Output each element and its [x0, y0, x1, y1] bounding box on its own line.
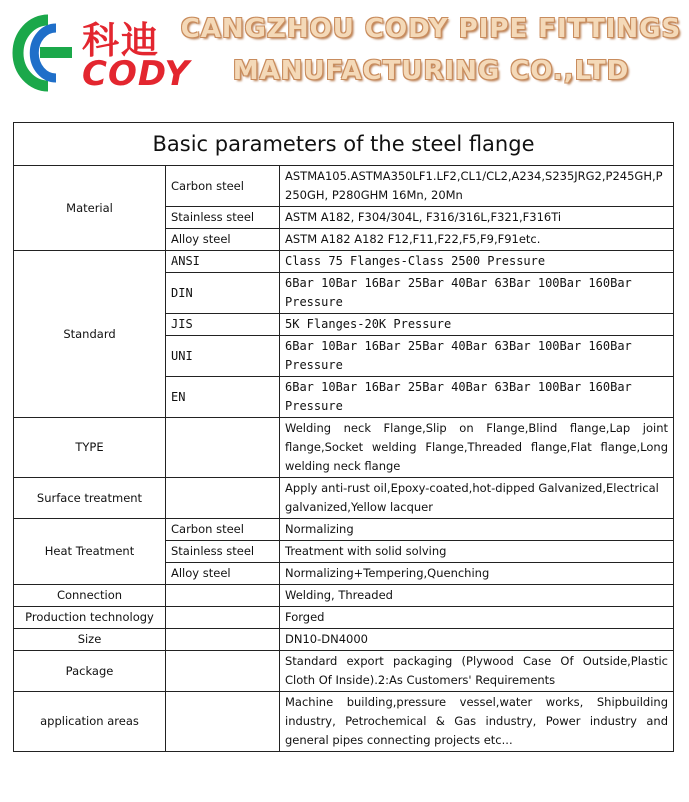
table-row: [14, 418, 674, 478]
table-row: [14, 519, 674, 541]
surface-label: Surface treatment: [14, 478, 166, 519]
standard-value-jis: 5K Flanges-20K Pressure: [280, 314, 674, 336]
table-row: [14, 478, 674, 519]
application-label: application areas: [14, 692, 166, 752]
table-row: [14, 651, 674, 692]
material-label: Material: [14, 166, 166, 251]
table-row: [14, 585, 674, 607]
table-row: [14, 166, 674, 207]
company-name-line1: CANGZHOU CODY PIPE FITTINGS: [180, 14, 682, 44]
type-sub-empty: [166, 418, 280, 478]
table-row: [14, 607, 674, 629]
material-value-stainless: ASTM A182, F304/304L, F316/316L,F321,F316Ti: [280, 207, 674, 229]
package-label: Package: [14, 651, 166, 692]
surface-value: Apply anti-rust oil,Epoxy-coated,hot-dipped Galvanized,Electrical galvanized,Yellow lacquer: [280, 478, 674, 519]
standard-sub-din: DIN: [166, 273, 280, 314]
connection-value: Welding, Threaded: [280, 585, 674, 607]
table-title-row: [14, 123, 674, 166]
size-value: DN10-DN4000: [280, 629, 674, 651]
company-name: [176, 8, 686, 92]
table-row: [14, 251, 674, 273]
connection-sub-empty: [166, 585, 280, 607]
material-sub-carbon: Carbon steel: [166, 166, 280, 207]
size-label: Size: [14, 629, 166, 651]
production-sub-empty: [166, 607, 280, 629]
material-value-carbon: ASTMA105.ASTMA350LF1.LF2,CL1/CL2,A234,S235JRG2,P245GH,P250GH, P280GHM 16Mn, 20Mn: [280, 166, 674, 207]
page-header: [0, 0, 689, 110]
logo-english-name: CODY: [82, 54, 191, 94]
application-value: Machine building,pressure vessel,water works, Shipbuilding industry, Petrochemical & Gas industry, Power industry and general pipes connecting projects etc...: [280, 692, 674, 752]
heat-sub-alloy: Alloy steel: [166, 563, 280, 585]
standard-value-din: 6Bar 10Bar 16Bar 25Bar 40Bar 63Bar 100Bar 160Bar Pressure: [280, 273, 674, 314]
heat-sub-stainless: Stainless steel: [166, 541, 280, 563]
company-name-line2: MANUFACTURING CO.,LTD: [232, 56, 630, 86]
application-sub-empty: [166, 692, 280, 752]
standard-sub-en: EN: [166, 377, 280, 418]
type-label: TYPE: [14, 418, 166, 478]
standard-value-ansi: Class 75 Flanges-Class 2500 Pressure: [280, 251, 674, 273]
package-value: Standard export packaging (Plywood Case Of Outside,Plastic Cloth Of Inside).2:As Customers' Requirements: [280, 651, 674, 692]
material-sub-stainless: Stainless steel: [166, 207, 280, 229]
flange-parameters-table: [13, 122, 674, 752]
size-sub-empty: [166, 629, 280, 651]
standard-sub-uni: UNI: [166, 336, 280, 377]
surface-sub-empty: [166, 478, 280, 519]
connection-label: Connection: [14, 585, 166, 607]
table-row: [14, 629, 674, 651]
material-sub-alloy: Alloy steel: [166, 229, 280, 251]
package-sub-empty: [166, 651, 280, 692]
standard-value-uni: 6Bar 10Bar 16Bar 25Bar 40Bar 63Bar 100Bar 160Bar Pressure: [280, 336, 674, 377]
standard-value-en: 6Bar 10Bar 16Bar 25Bar 40Bar 63Bar 100Bar 160Bar Pressure: [280, 377, 674, 418]
heat-value-stainless: Treatment with solid solving: [280, 541, 674, 563]
table-row: [14, 692, 674, 752]
standard-sub-jis: JIS: [166, 314, 280, 336]
standard-sub-ansi: ANSI: [166, 251, 280, 273]
logo-chinese-name: 科迪: [82, 19, 160, 62]
heat-sub-carbon: Carbon steel: [166, 519, 280, 541]
heat-value-alloy: Normalizing+Tempering,Quenching: [280, 563, 674, 585]
type-value: Welding neck Flange,Slip on Flange,Blind flange,Lap joint flange,Socket welding Flange,Threaded flange,Flat flange,Long welding neck flange: [280, 418, 674, 478]
heat-label: Heat Treatment: [14, 519, 166, 585]
standard-label: Standard: [14, 251, 166, 418]
cody-logo-icon: [10, 14, 76, 92]
production-value: Forged: [280, 607, 674, 629]
heat-value-carbon: Normalizing: [280, 519, 674, 541]
table-title: Basic parameters of the steel flange: [14, 123, 674, 166]
production-label: Production technology: [14, 607, 166, 629]
material-value-alloy: ASTM A182 A182 F12,F11,F22,F5,F9,F91etc.: [280, 229, 674, 251]
